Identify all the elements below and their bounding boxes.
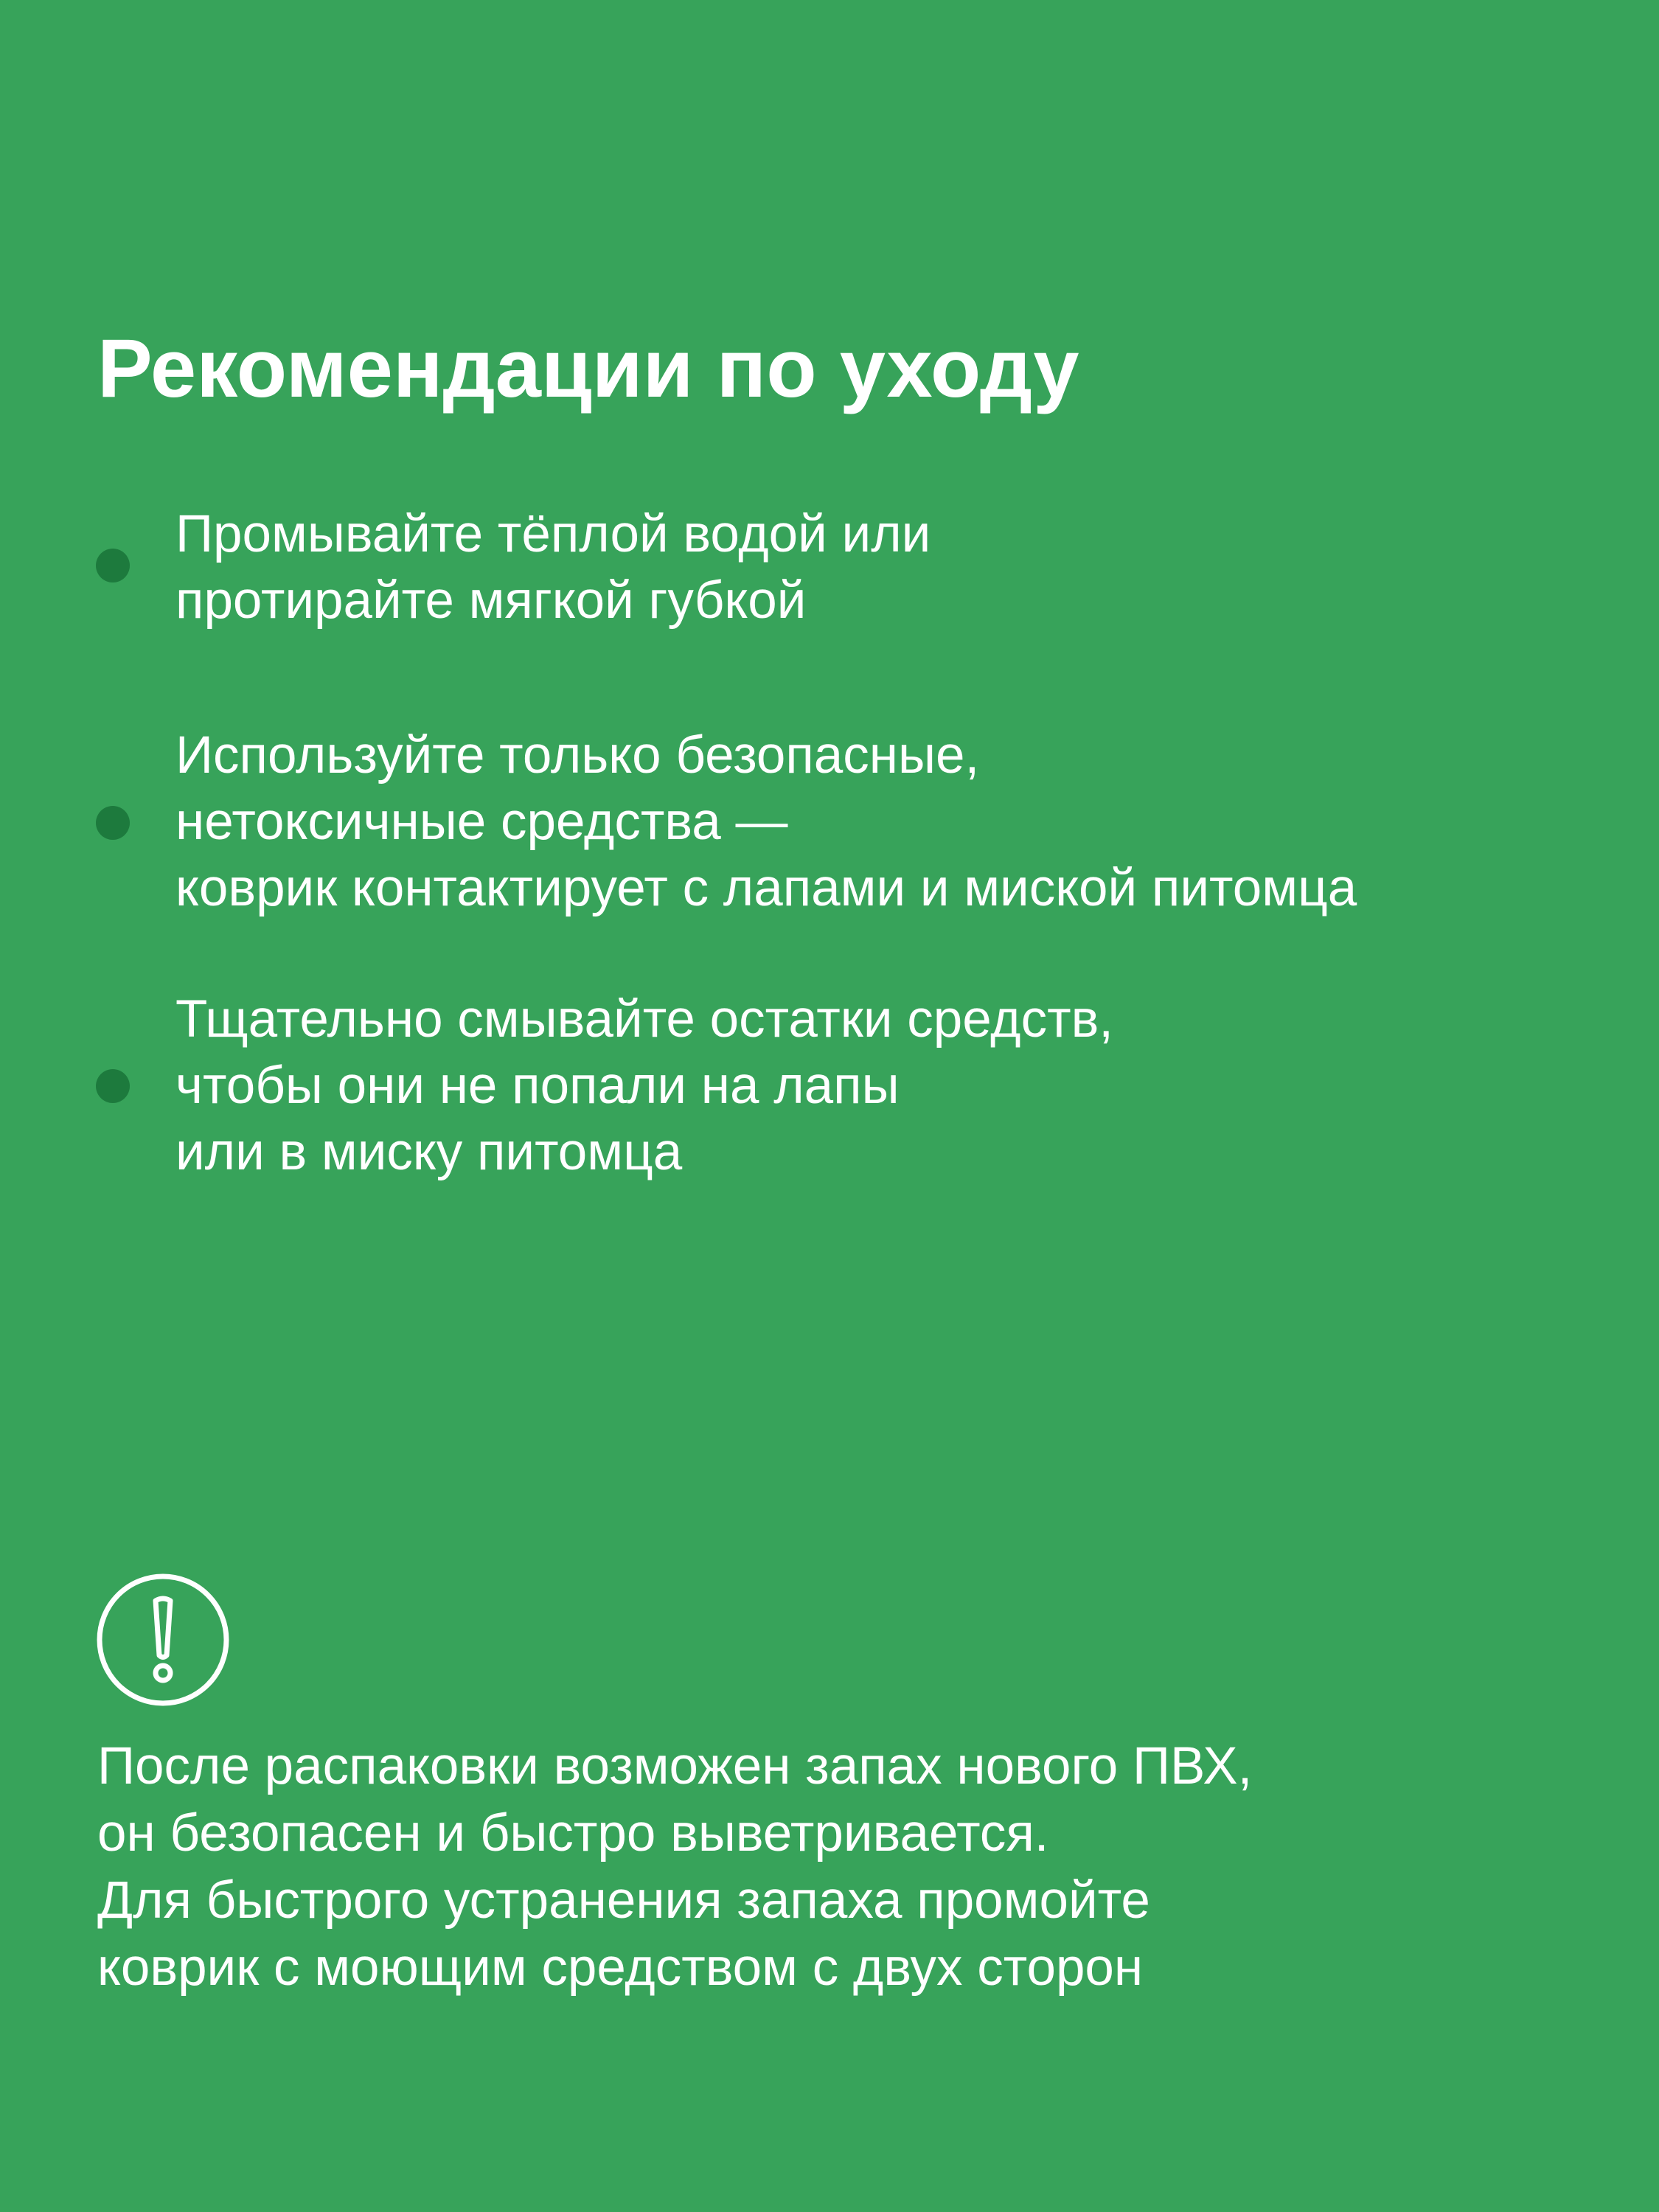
list-item-line: нетоксичные средства — (175, 793, 788, 851)
bullet-dot-icon (96, 549, 130, 582)
list-item-line: Тщательно смывайте остатки средств, (175, 990, 1114, 1048)
list-item-line: Используйте только безопасные, (175, 726, 980, 785)
pvc-smell-note (97, 1733, 1252, 2001)
note-line: После распаковки возможен запах нового ПВХ, (97, 1737, 1253, 1795)
list-item-line: Промывайте тёплой водой или (175, 505, 931, 563)
list-item-text (175, 501, 931, 634)
page-title: Рекомендации по уходу (97, 322, 1079, 414)
exclamation-circle-icon (96, 1573, 230, 1707)
bullet-dot-icon (96, 806, 130, 840)
list-item-text (175, 723, 1357, 922)
bullet-dot-icon (96, 1069, 130, 1103)
list-item-line: чтобы они не попали на лапы (175, 1057, 900, 1115)
list-item-line: или в миску питомца (175, 1123, 683, 1181)
note-line: Для быстрого устранения запаха промойте (97, 1871, 1150, 1930)
note-line: он безопасен и быстро выветривается. (97, 1804, 1049, 1863)
list-item-line: протирайте мягкой губкой (175, 571, 807, 630)
list-item-text (175, 987, 1113, 1186)
list-item-line: коврик контактирует с лапами и миской питомца (175, 859, 1357, 917)
note-line: коврик с моющим средством с двух сторон (97, 1938, 1144, 1997)
